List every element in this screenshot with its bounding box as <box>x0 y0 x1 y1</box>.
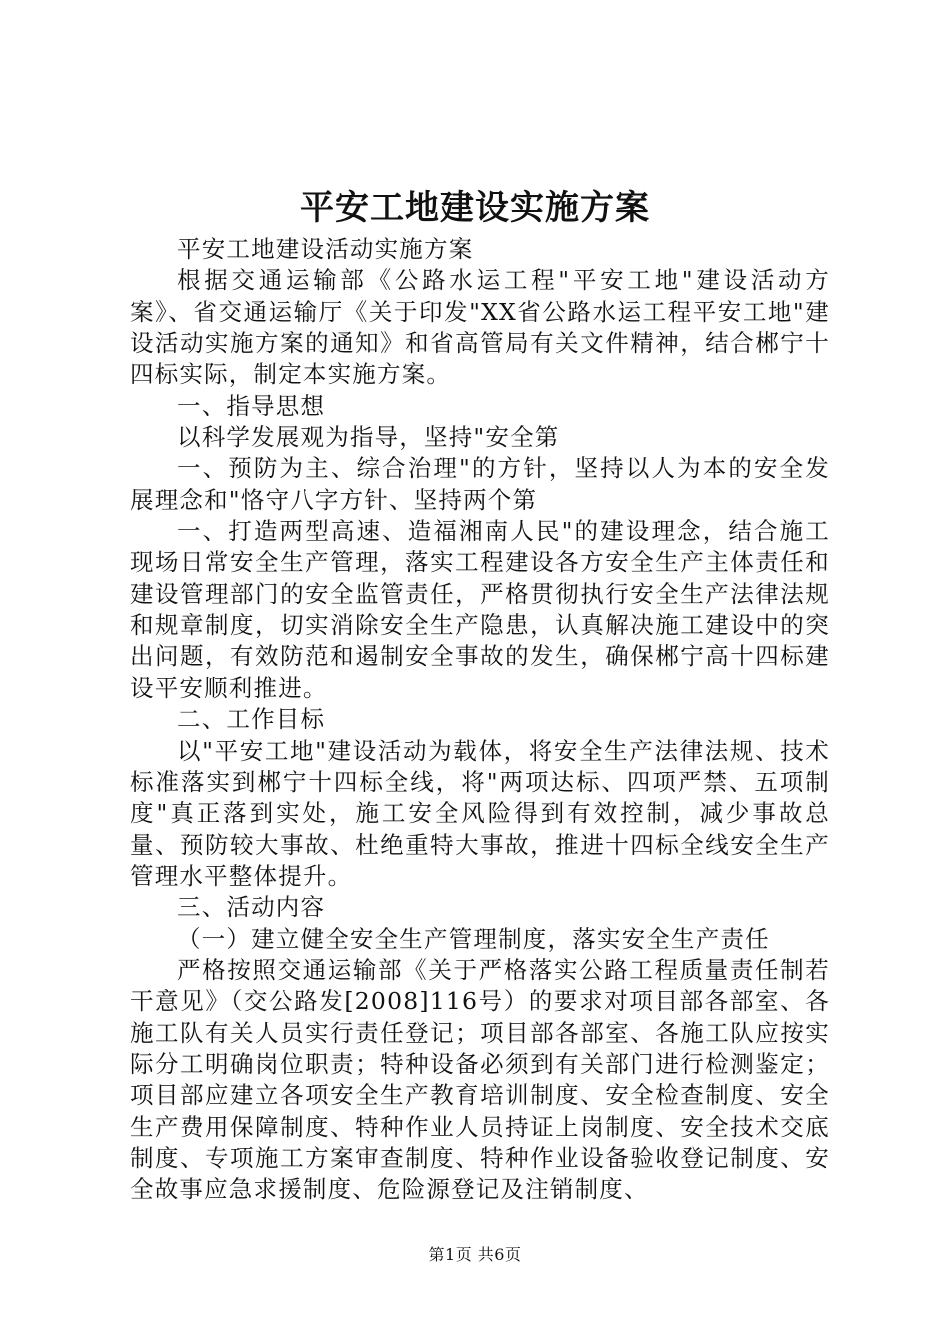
page-number-footer: 第1页 共6页 <box>428 1245 522 1264</box>
body-paragraph: 以科学发展观为指导，坚持"安全第 <box>177 423 560 452</box>
section-heading-guiding-thought: 一、指导思想 <box>177 391 326 420</box>
document-body <box>130 234 830 1206</box>
section-heading-activity-content: 三、活动内容 <box>177 893 326 922</box>
subsection-heading: （一）建立健全安全生产管理制度，落实安全生产责任 <box>177 924 770 953</box>
section-heading-work-goals: 二、工作目标 <box>177 705 326 734</box>
body-paragraph: 严格按照交通运输部《关于严格落实公路工程质量责任制若干意见》（交公路发[2008]116号）的要求对项目部各部室、各施工队有关人员实行责任登记；项目部各部室、各施工队应按实际分工明确岗位职责；特种设备必须到有关部门进行检测鉴定；项目部应建立各项安全生产教育培训制度、安全检查制度、安全生产费用保障制度、特种作业人员持证上岗制度、安全技术交底制度、专项施工方案审查制度、特种作业设备验收登记制度、安全故事应急求援制度、危险源登记及注销制度、 <box>130 955 830 1204</box>
body-paragraph: 一、预防为主、综合治理"的方针，坚持以人为本的安全发展理念和"恪守八字方针、坚持两个第 <box>130 454 830 514</box>
document-title: 平安工地建设实施方案 <box>300 188 650 228</box>
body-paragraph: 以"平安工地"建设活动为载体，将安全生产法律法规、技术标准落实到郴宁十四标全线，将"两项达标、四项严禁、五项制度"真正落到实处，施工安全风险得到有效控制，减少事故总量、预防较大事故、杜绝重特大事故，推进十四标全线安全生产管理水平整体提升。 <box>130 736 830 890</box>
intro-paragraph: 根据交通运输部《公路水运工程"平安工地"建设活动方案》、省交通运输厅《关于印发"XX省公路水运工程平安工地"建设活动实施方案的通知》和省高管局有关文件精神，结合郴宁十四标实际，制定本实施方案。 <box>130 266 830 389</box>
body-paragraph: 一、打造两型高速、造福湘南人民"的建设理念，结合施工现场日常安全生产管理，落实工程建设各方安全生产主体责任和建设管理部门的安全监管责任，严格贯彻执行安全生产法律法规和规章制度，切实消除安全生产隐患，认真解决施工建设中的突出问题，有效防范和遏制安全事故的发生，确保郴宁高十四标建设平安顺利推进。 <box>130 517 830 702</box>
subtitle-paragraph: 平安工地建设活动实施方案 <box>177 235 474 263</box>
